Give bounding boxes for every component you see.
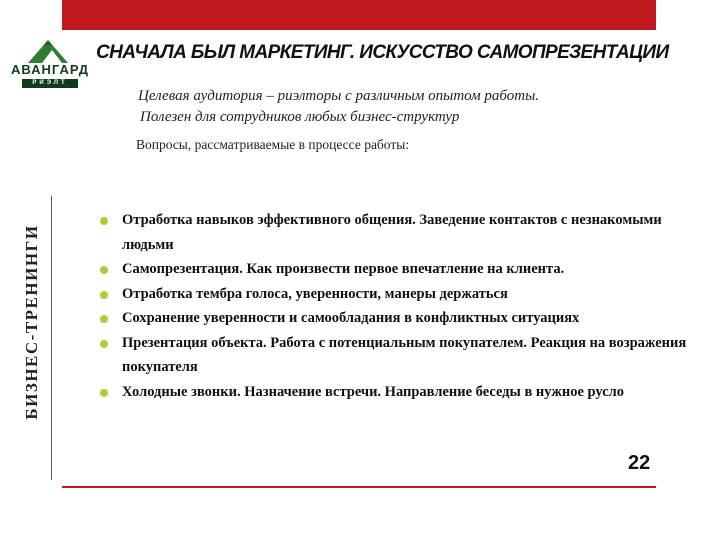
- bullet-icon: [100, 217, 108, 225]
- side-label: [16, 196, 48, 448]
- page-number: 22: [628, 452, 651, 474]
- list-item-text: Презентация объекта. Работа с потенциальным покупателем. Реакция на возражения покупателя: [122, 334, 687, 375]
- list-item-text: Отработка навыков эффективного общения. Заведение контактов с незнакомыми людьми: [122, 212, 662, 253]
- bottom-divider: [62, 486, 656, 488]
- bullet-icon: [100, 389, 108, 397]
- subtitle: [138, 86, 658, 128]
- logo-mountain-icon: [8, 38, 92, 64]
- company-logo: [8, 38, 92, 98]
- bullet-icon: [100, 340, 108, 348]
- questions-heading: Вопросы, рассматриваемые в процессе работы:: [136, 137, 410, 152]
- side-divider: [51, 196, 52, 480]
- list-item: [100, 331, 700, 380]
- subtitle-line-1: Целевая аудитория – риэлторы с различным опытом работы.: [138, 88, 539, 104]
- list-item-text: Холодные звонки. Назначение встречи. Направление беседы в нужное русло: [122, 383, 625, 400]
- subtitle-line-2: Полезен для сотрудников любых бизнес-структур: [140, 109, 460, 125]
- list-item-text: Отработка тембра голоса, уверенности, манеры держаться: [122, 285, 508, 302]
- list-item: [100, 380, 700, 405]
- top-banner: [62, 0, 656, 30]
- logo-name: АВАНГАРД: [11, 62, 89, 77]
- list-item: [100, 257, 700, 282]
- side-label-text: БИЗНЕС-ТРЕНИНГИ: [22, 224, 41, 420]
- list-item: [100, 208, 700, 257]
- bullet-icon: [100, 266, 108, 274]
- bullet-icon: [100, 315, 108, 323]
- bullet-icon: [100, 291, 108, 299]
- logo-subtitle: РИЭЛТ: [22, 79, 78, 88]
- list-item-text: Сохранение уверенности и самообладания в конфликтных ситуациях: [122, 310, 580, 326]
- page-title: СНАЧАЛА БЫЛ МАРКЕТИНГ. ИСКУССТВО САМОПРЕЗЕНТАЦИИ: [96, 42, 669, 63]
- list-item-text: Самопрезентация. Как произвести первое впечатление на клиента.: [122, 261, 565, 277]
- topics-list: [100, 208, 700, 404]
- list-item: [100, 306, 700, 331]
- list-item: [100, 282, 700, 307]
